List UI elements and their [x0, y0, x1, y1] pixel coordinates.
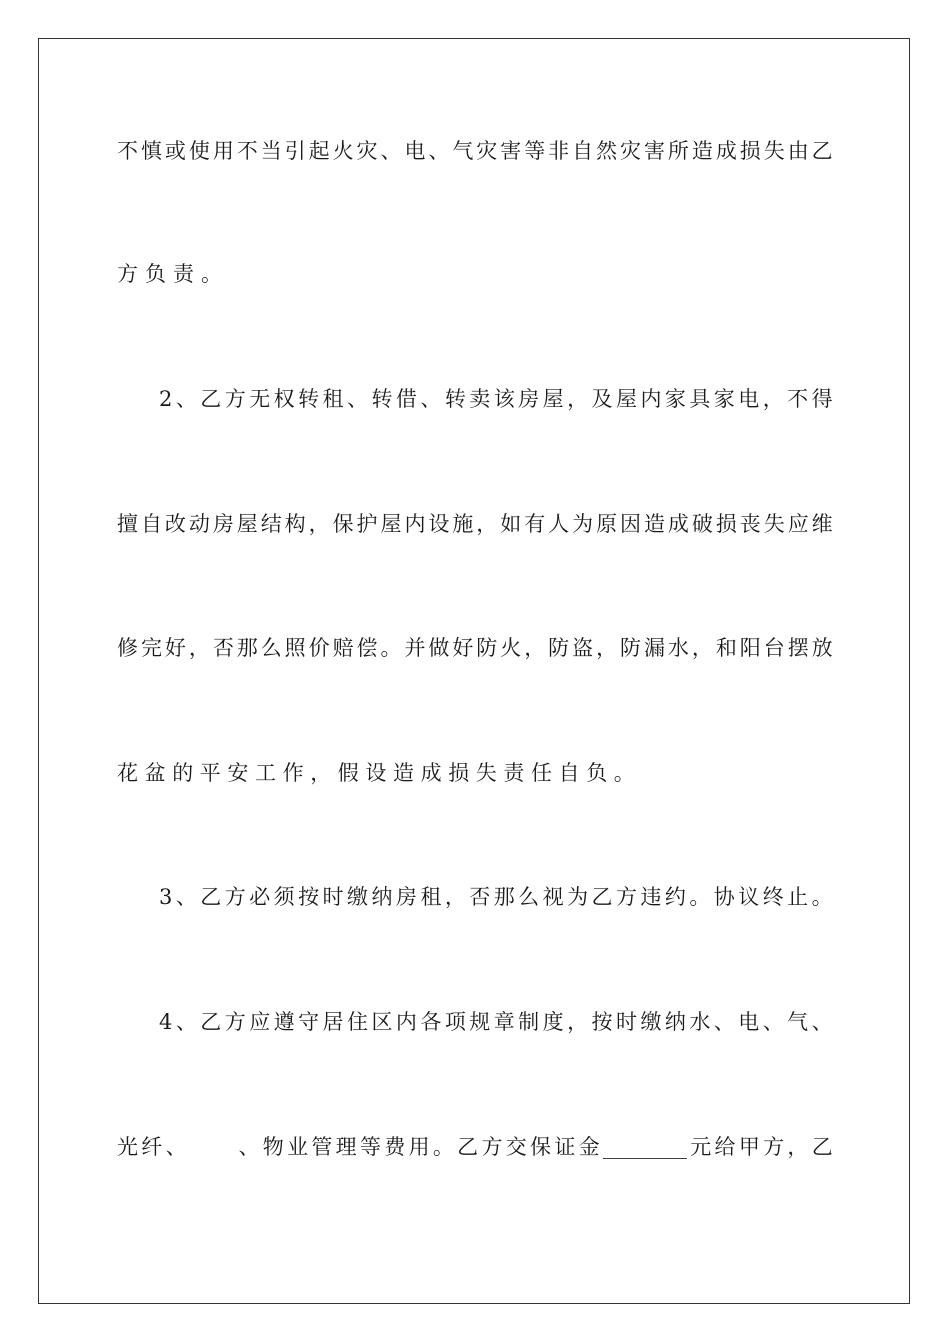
glyph: 协: [713, 885, 735, 909]
glyph: 终: [762, 885, 784, 909]
glyph: 所: [667, 139, 689, 163]
text-line-7: [117, 882, 833, 912]
glyph: ，: [524, 636, 546, 660]
glyph: 等: [524, 139, 546, 163]
glyph: 水: [689, 1010, 711, 1034]
glyph: 火: [332, 139, 354, 163]
glyph: 因: [620, 512, 642, 536]
glyph: 借: [395, 387, 417, 411]
glyph: 内: [640, 387, 662, 411]
glyph: 必: [249, 885, 271, 909]
glyph: 施: [452, 512, 474, 536]
glyph: 、: [347, 387, 368, 411]
glyph: 房: [212, 512, 234, 536]
glyph: 成: [715, 139, 737, 163]
glyph: 原: [596, 512, 618, 536]
glyph: 纤: [141, 1135, 163, 1159]
glyph: 构: [284, 512, 306, 536]
glyph: 擅: [117, 512, 138, 536]
glyph: ，: [762, 387, 784, 411]
glyph: 规: [469, 1010, 491, 1034]
glyph: 防: [620, 636, 642, 660]
glyph: 为: [572, 512, 594, 536]
glyph: 乙: [591, 885, 613, 909]
glyph: 得: [811, 387, 833, 411]
glyph: ，: [188, 636, 210, 660]
glyph: 权: [273, 387, 295, 411]
glyph: 甲: [738, 1135, 760, 1159]
glyph: 方: [224, 885, 246, 909]
glyph: 各: [420, 1010, 442, 1034]
glyph: 气: [787, 1010, 809, 1034]
glyph: 屋: [615, 387, 637, 411]
glyph: 房: [518, 387, 540, 411]
text-line-4: [117, 509, 833, 539]
glyph: 遵: [273, 1010, 295, 1034]
glyph: 纳: [664, 1010, 686, 1034]
glyph: 然: [596, 139, 618, 163]
glyph: 按: [298, 885, 320, 909]
glyph: 做: [428, 636, 450, 660]
glyph: 价: [308, 636, 330, 660]
glyph: 制: [518, 1010, 540, 1034]
glyph: 和: [715, 636, 737, 660]
glyph: 赔: [332, 636, 354, 660]
glyph: 违: [640, 885, 662, 909]
glyph: 、: [428, 139, 450, 163]
glyph: 引: [284, 139, 306, 163]
glyph: 转: [298, 387, 320, 411]
glyph: 失: [763, 512, 785, 536]
glyph: 放: [811, 636, 833, 660]
glyph: 。: [432, 1135, 454, 1159]
glyph: 偿: [356, 636, 378, 660]
glyph: 电: [738, 1010, 760, 1034]
glyph: 理: [335, 1135, 357, 1159]
glyph: 交: [505, 1135, 527, 1159]
glyph: 家: [713, 387, 735, 411]
glyph: 护: [356, 512, 378, 536]
glyph: 内: [395, 1010, 417, 1034]
glyph: 管: [311, 1135, 333, 1159]
glyph: 时: [322, 885, 344, 909]
glyph: 如: [500, 512, 522, 536]
glyph: 人: [548, 512, 570, 536]
glyph: 么: [518, 885, 540, 909]
glyph: 乙: [200, 885, 222, 909]
glyph: 破: [691, 512, 713, 536]
glyph: 不: [236, 139, 258, 163]
glyph: 保: [530, 1135, 552, 1159]
glyph: 金: [578, 1135, 600, 1159]
glyph: 按: [591, 1010, 613, 1034]
glyph: 缴: [347, 885, 368, 909]
glyph: 、: [762, 1010, 784, 1034]
glyph: 防: [476, 636, 498, 660]
glyph: 电: [404, 139, 426, 163]
glyph: 项: [444, 1010, 466, 1034]
glyph: 屋: [236, 512, 258, 536]
glyph: 方: [615, 885, 637, 909]
glyph: 。: [380, 636, 402, 660]
glyph: 证: [554, 1135, 576, 1159]
glyph: 。: [689, 885, 711, 909]
glyph: 、: [713, 1010, 735, 1034]
page-border: [38, 38, 910, 1304]
glyph: 卖: [469, 387, 491, 411]
glyph: 完: [140, 636, 162, 660]
glyph: 乙: [457, 1135, 479, 1159]
glyph: 用: [408, 1135, 430, 1159]
glyph: 台: [763, 636, 785, 660]
glyph: 用: [212, 139, 234, 163]
glyph: 物: [262, 1135, 284, 1159]
text-line-1: [117, 136, 833, 166]
glyph: 等: [359, 1135, 381, 1159]
glyph: 由: [787, 139, 809, 163]
glyph: 、: [175, 885, 197, 909]
glyph: 不: [787, 387, 809, 411]
glyph: 及: [591, 387, 613, 411]
text-line-9: [117, 1132, 833, 1162]
glyph: ，: [444, 885, 466, 909]
glyph: 屋: [380, 512, 402, 536]
glyph: 害: [643, 139, 665, 163]
glyph: 屋: [542, 387, 564, 411]
glyph: 漏: [643, 636, 665, 660]
glyph: 当: [260, 139, 282, 163]
glyph: 租: [322, 387, 344, 411]
glyph: 乙: [811, 1135, 833, 1159]
glyph: 居: [322, 1010, 344, 1034]
glyph: 维: [811, 512, 833, 536]
glyph: 度: [542, 1010, 564, 1034]
glyph: 、: [380, 139, 402, 163]
glyph: 具: [689, 387, 711, 411]
glyph: 内: [404, 512, 426, 536]
glyph: 房: [395, 885, 417, 909]
glyph: 改: [164, 512, 186, 536]
glyph: 非: [548, 139, 570, 163]
glyph: 造: [643, 512, 665, 536]
glyph: 租: [420, 885, 442, 909]
glyph: 乙: [200, 387, 222, 411]
glyph: 照: [284, 636, 306, 660]
glyph: ，: [787, 1135, 809, 1159]
text-line-6: 花盆的平安工作，假设造成损失责任自负。: [117, 761, 642, 785]
glyph: 丧: [739, 512, 761, 536]
glyph: 费: [384, 1135, 406, 1159]
glyph: 害: [500, 139, 522, 163]
glyph: 3: [159, 885, 173, 909]
glyph: 、: [811, 1010, 833, 1034]
glyph: 自: [140, 512, 162, 536]
glyph: 、: [238, 1135, 260, 1159]
glyph: 灾: [620, 139, 642, 163]
glyph: 章: [493, 1010, 515, 1034]
glyph: 那: [236, 636, 258, 660]
glyph: 设: [428, 512, 450, 536]
glyph: 保: [332, 512, 354, 536]
glyph: 方: [224, 387, 246, 411]
glyph: 乙: [811, 139, 833, 163]
glyph: 阳: [739, 636, 761, 660]
glyph: 乙: [200, 1010, 222, 1034]
glyph: 成: [667, 512, 689, 536]
glyph: 给: [714, 1135, 736, 1159]
glyph: 灾: [356, 139, 378, 163]
glyph: 缴: [640, 1010, 662, 1034]
glyph: 损: [739, 139, 761, 163]
glyph: 摆: [787, 636, 809, 660]
glyph: 时: [615, 1010, 637, 1034]
glyph: 损: [715, 512, 737, 536]
text-line-3: [117, 384, 833, 414]
glyph: 视: [542, 885, 564, 909]
glyph: ，: [567, 1010, 589, 1034]
glyph: ，: [691, 636, 713, 660]
glyph: 、: [420, 387, 442, 411]
text-line-8: [117, 1007, 833, 1037]
glyph: 须: [273, 885, 295, 909]
glyph: 应: [787, 512, 809, 536]
glyph: 么: [260, 636, 282, 660]
glyph: 否: [469, 885, 491, 909]
glyph: 止: [787, 885, 809, 909]
glyph: 使: [188, 139, 210, 163]
glyph: 纳: [371, 885, 393, 909]
glyph: 应: [249, 1010, 271, 1034]
glyph: 住: [347, 1010, 368, 1034]
glyph: 议: [738, 885, 760, 909]
glyph: 自: [572, 139, 594, 163]
glyph: 守: [298, 1010, 320, 1034]
glyph: 无: [249, 387, 271, 411]
glyph: 4: [159, 1010, 173, 1034]
glyph: 灾: [476, 139, 498, 163]
glyph: 、: [165, 1135, 187, 1159]
glyph: 方: [224, 1010, 246, 1034]
glyph: ，: [567, 387, 589, 411]
glyph: 那: [493, 885, 515, 909]
glyph: 否: [212, 636, 234, 660]
glyph: 转: [444, 387, 466, 411]
glyph: [190, 1132, 211, 1162]
glyph: 2: [159, 387, 173, 411]
glyph: 、: [175, 1010, 197, 1034]
glyph: 气: [452, 139, 474, 163]
text-line-2: 方负责。: [117, 262, 229, 286]
glyph: 转: [371, 387, 393, 411]
glyph: 并: [404, 636, 426, 660]
glyph: 方: [481, 1135, 503, 1159]
glyph: 有: [524, 512, 546, 536]
glyph: 约: [664, 885, 686, 909]
glyph: [214, 1132, 235, 1162]
glyph: 防: [548, 636, 570, 660]
glyph: 该: [493, 387, 515, 411]
glyph: 元: [690, 1135, 712, 1159]
glyph: ，: [476, 512, 498, 536]
glyph: 业: [287, 1135, 309, 1159]
glyph: 家: [664, 387, 686, 411]
glyph: 电: [738, 387, 760, 411]
glyph: 动: [188, 512, 210, 536]
glyph: 修: [117, 636, 138, 660]
glyph: 好: [164, 636, 186, 660]
glyph: 火: [500, 636, 522, 660]
glyph: 失: [763, 139, 785, 163]
glyph: 、: [175, 387, 197, 411]
glyph: 区: [371, 1010, 393, 1034]
glyph: 光: [117, 1135, 138, 1159]
glyph: 不: [117, 139, 138, 163]
glyph: 好: [452, 636, 474, 660]
glyph: 水: [667, 636, 689, 660]
glyph: 或: [164, 139, 186, 163]
glyph: 盗: [572, 636, 594, 660]
glyph: 造: [691, 139, 713, 163]
glyph: 慎: [140, 139, 162, 163]
glyph: 。: [811, 885, 833, 909]
glyph: 结: [260, 512, 282, 536]
text-line-5: [117, 633, 833, 663]
glyph: 方: [763, 1135, 785, 1159]
glyph: ，: [308, 512, 330, 536]
glyph: 为: [567, 885, 589, 909]
glyph: 起: [308, 139, 330, 163]
glyph: ，: [596, 636, 618, 660]
glyph: ________: [602, 1135, 687, 1159]
